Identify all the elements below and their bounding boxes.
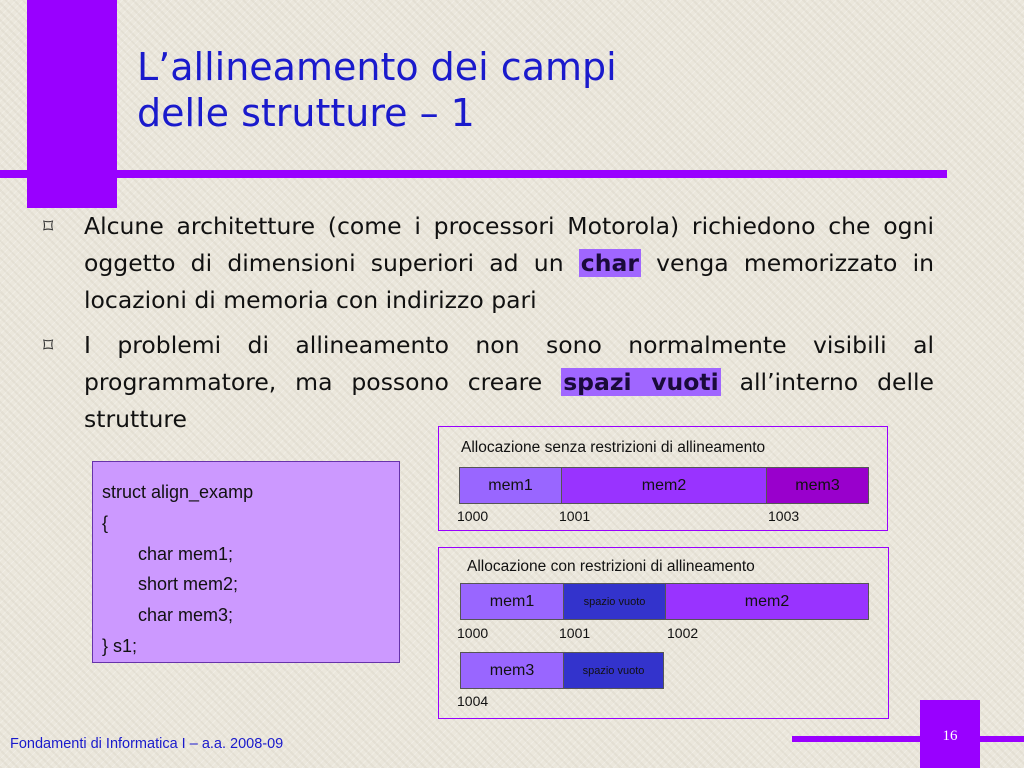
code-box [92,461,400,663]
footer-course-label: Fondamenti di Informatica I – a.a. 2008-09 [10,736,284,752]
empty-space-cell: spazio vuoto [563,583,666,620]
address-label: 1000 [457,508,489,524]
unaligned-allocation-panel [438,426,888,531]
bullet-text: I problemi di allineamento non sono normalmente visibili al programmatore, ma possono creare [84,331,934,396]
bullet-list [40,208,934,446]
slide-number: 16 [920,700,980,768]
code-line: { [102,512,109,533]
bullet-text: Alcune architetture (come i processori Motorola) richiedono che ogni oggetto di dimensioni superiori ad un [84,212,934,277]
memory-cell-mem3: mem3 [766,467,869,504]
code-line: char mem3; [138,605,234,626]
code-line: char mem1; [138,543,234,564]
panel-title: Allocazione con restrizioni di allineamento [467,558,755,575]
bullet-marker-icon: ⌑ [43,333,54,357]
footer-line-right [792,736,1024,742]
memory-cell-mem2: mem2 [665,583,869,620]
code-line: short mem2; [138,574,239,595]
title-line-1: L’allineamento dei campi [137,45,617,89]
title-line-2: delle strutture – 1 [137,91,475,135]
bullet-item [40,208,934,319]
address-label: 1002 [667,625,699,641]
aligned-allocation-panel [438,547,889,719]
memory-cell-mem2: mem2 [561,467,767,504]
panel-title: Allocazione senza restrizioni di allineamento [461,439,766,456]
title-underline [0,170,947,178]
memory-cell-mem3: mem3 [460,652,564,689]
keyword-highlight: char [580,249,639,277]
address-label: 1003 [768,508,800,524]
keyword-highlight: spazi vuoti [563,368,719,396]
bullet-marker-icon: ⌑ [43,214,54,238]
address-label: 1004 [457,693,489,709]
memory-cell-mem1: mem1 [459,467,562,504]
bullet-text: venga memorizzato in locazioni di memoria con indirizzo pari [84,249,934,314]
address-label: 1001 [559,625,591,641]
address-label: 1001 [559,508,591,524]
bullet-item [40,327,934,438]
code-line: struct align_examp [102,482,254,502]
bullet-text: all’interno delle strutture [84,368,934,433]
empty-space-cell: spazio vuoto [563,652,664,689]
address-label: 1000 [457,625,489,641]
slide-title [137,44,897,136]
code-line: } s1; [102,635,138,656]
memory-cell-mem1: mem1 [460,583,564,620]
